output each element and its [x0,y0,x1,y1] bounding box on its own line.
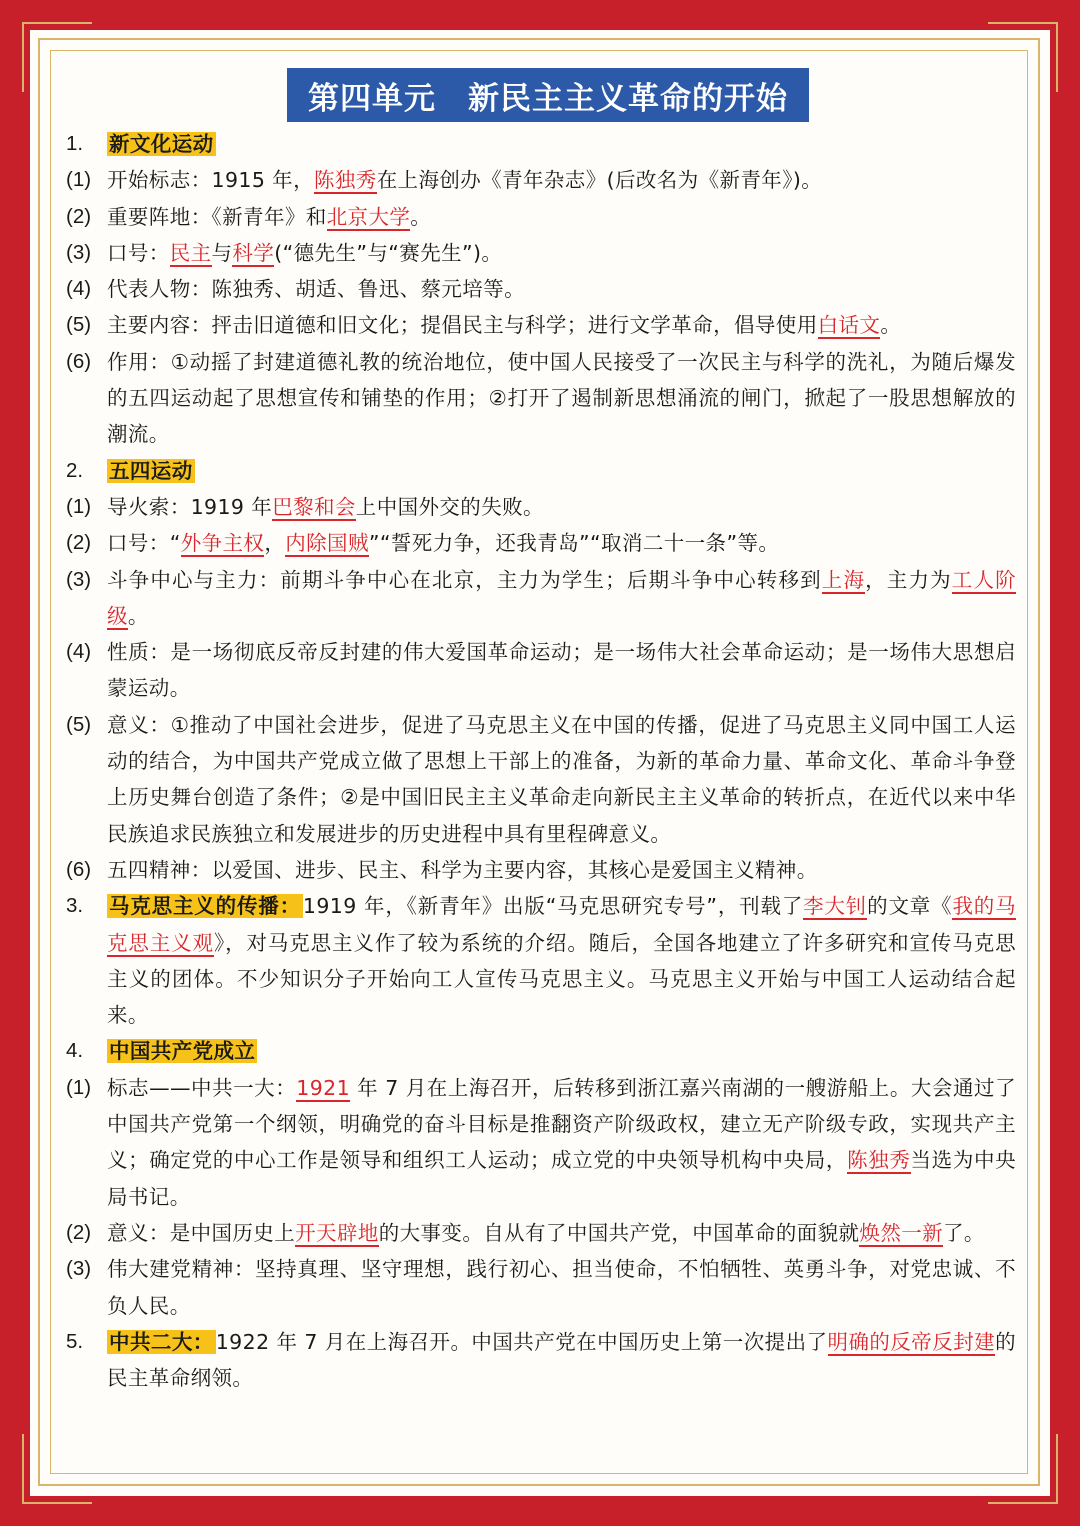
section-heading: 马克思主义的传播： [109,894,301,919]
item-number: (5) [66,712,92,736]
corner-ornament-top-left [22,22,92,92]
item-text [107,525,1016,561]
page-title: 第四单元 新民主主义革命的开始 [287,68,809,122]
item-number: (4) [66,640,92,664]
corner-ornament-bottom-right [988,1434,1058,1504]
section-heading: 中共二大： [109,1329,214,1354]
key-term: 外争主权 [180,531,265,556]
text-segment: 的大事变。自从有了中国共产党，中国革命的面貌就 [378,1220,860,1245]
key-term: 李大钊 [803,894,868,919]
item-text [107,1324,1016,1397]
text-segment: 口号： [107,240,170,265]
note-row [66,1215,1016,1251]
note-row [66,1324,1016,1397]
note-row [66,888,1016,1033]
item-number: 1. [66,132,84,155]
item-text [107,162,1016,198]
item-text [107,852,1016,888]
item-text [107,1070,1016,1215]
text-segment: ， [264,531,286,556]
item-text [107,707,1016,852]
key-term: 开天辟地 [295,1220,379,1245]
key-term: 白话文 [817,313,881,338]
text-segment: 斗争中心与主力：前期斗争中心在北京，主力为学生；后期斗争中心转移到 [107,567,822,592]
note-row [66,1070,1016,1215]
item-number: (2) [66,531,92,555]
text-segment: 主要内容：抨击旧道德和旧文化；提倡民主与科学；进行文学革命，倡导使用 [107,313,818,338]
key-term: 上海 [821,567,866,592]
text-segment: 伟大建党精神：坚持真理、坚守理想，践行初心、担当使命，不怕牺牲、英勇斗争，对党忠诚、不负人民。 [107,1257,1016,1318]
item-number: (3) [66,1257,92,1281]
text-segment: 的文章《 [867,894,953,919]
section-heading: 新文化运动 [109,132,214,156]
key-term: 明确的反帝反封建 [827,1329,996,1354]
note-row [66,307,1016,343]
corner-ornament-bottom-left [22,1434,92,1504]
item-text [107,307,1016,343]
note-row [66,199,1016,235]
note-row [66,271,1016,307]
text-segment: 了。 [943,1220,985,1245]
item-number: (5) [66,313,92,337]
text-segment: 1919 年，《新青年》出版“马克思研究专号”，刊载了 [302,894,804,919]
text-segment: 性质：是一场彻底反帝反封建的伟大爱国革命运动；是一场伟大社会革命运动；是一场伟大思想启蒙运动。 [107,640,1016,701]
text-segment: 重要阵地：《新青年》和 [107,204,327,229]
text-segment: 上中国外交的失败。 [355,494,544,519]
item-number: (1) [66,1075,92,1099]
note-row [66,235,1016,271]
item-number: (2) [66,204,92,228]
note-row [66,126,1016,162]
key-term: 民主 [169,240,212,265]
note-row [66,453,1016,489]
text-segment: 作用：①动摇了封建道德礼教的统治地位，使中国人民接受了一次民主与科学的洗礼，为随后爆发的五四运动起了思想宣传和铺垫的作用；②打开了遏制新思想涌流的闸门，掀起了一股思想解放的潮流。 [107,349,1016,447]
key-term: 科学 [232,240,275,265]
item-number: 2. [66,458,84,482]
key-term: 内除国贼 [285,531,369,556]
text-segment: 当选为中央局书记。 [107,1148,1017,1209]
key-term: 陈独秀 [314,168,377,193]
note-row [66,1033,1016,1069]
item-text [107,126,1016,162]
item-number: (6) [66,857,92,881]
item-text [107,199,1016,235]
item-number: (1) [66,168,92,192]
note-row [66,634,1016,707]
note-row [66,1251,1016,1324]
key-term: 1921 [296,1075,351,1100]
text-segment: 标志——中共一大： [107,1075,297,1100]
key-term: 北京大学 [326,204,411,229]
text-segment: 》，对马克思主义作了较为系统的介绍。随后，全国各地建立了许多研究和宣传马克思主义的团体。不少知识分子开始向工人宣传马克思主义。马克思主义开始与中国工人运动结合起来。 [107,930,1017,1028]
text-segment: 。 [410,204,432,229]
text-segment: ”“誓死力争，还我青岛”“取消二十一条”等。 [368,531,780,556]
text-segment: 口号：“ [107,531,181,556]
item-text [107,453,1016,489]
text-segment: 。 [127,603,149,628]
text-segment: 1922 年 7 月在上海召开。中国共产党在中国历史上第一次提出了 [215,1329,828,1354]
item-text [107,1033,1016,1069]
item-number: (3) [66,240,92,264]
item-number: (1) [66,494,92,518]
text-segment: (“德先生”与“赛先生”)。 [274,240,503,265]
item-text [107,888,1016,1033]
note-row [66,707,1016,852]
note-row [66,525,1016,561]
item-text [107,634,1016,707]
note-row [66,344,1016,453]
text-segment: 与 [211,240,233,265]
key-term: 焕然一新 [859,1220,944,1245]
text-segment: ，主力为 [865,567,952,592]
item-text [107,562,1016,635]
item-number: 3. [66,894,84,918]
section-heading: 中国共产党成立 [109,1039,256,1064]
text-segment: 。 [880,313,902,338]
corner-ornament-top-right [988,22,1058,92]
note-row [66,852,1016,888]
item-number: (2) [66,1220,92,1244]
key-term: 我的马克思主义观 [107,894,1016,955]
notes-body [66,126,1016,1396]
item-number: 5. [66,1329,84,1353]
note-row [66,489,1016,525]
section-heading: 五四运动 [109,458,193,483]
item-text [107,344,1016,453]
text-segment: 意义：是中国历史上 [107,1220,296,1245]
item-number: (6) [66,349,92,373]
key-term: 巴黎和会 [272,494,356,519]
text-segment: 导火索：1919 年 [107,494,273,519]
item-number: (3) [66,567,92,591]
text-segment: 的民主革命纲领。 [107,1329,1016,1391]
item-text [107,1215,1016,1251]
item-text [107,1251,1016,1324]
text-segment: 意义：①推动了中国社会进步，促进了马克思主义在中国的传播，促进了马克思主义同中国工人运动的结合，为中国共产党成立做了思想上干部上的准备，为新的革命力量、革命文化、革命斗争登上历史舞台创造了条件；②是中国旧民主主义革命走向新民主主义革命的转折点，在近代以来中华民族追求民族独立和发展进步的历史进程中具有里程碑意义。 [107,712,1016,846]
text-segment: 年 7 月在上海召开，后转移到浙江嘉兴南湖的一艘游船上。大会通过了中国共产党第一个纲领，明确党的奋斗目标是推翻资产阶级政权，建立无产阶级专政，实现共产主义；确定党的中心工作是领导和组织工人运动；成立党的中央领导机构中央局， [107,1075,1016,1173]
key-term: 陈独秀 [847,1148,911,1173]
text-segment: 代表人物：陈独秀、胡适、鲁迅、蔡元培等。 [107,277,525,302]
note-row [66,562,1016,635]
item-text [107,271,1016,307]
key-term: 工人阶级 [107,567,1017,628]
item-text [107,235,1016,271]
text-segment: 在上海创办《青年杂志》(后改名为《新青年》)。 [376,168,823,193]
item-number: 4. [66,1039,84,1063]
text-segment: 五四精神：以爱国、进步、民主、科学为主要内容，其核心是爱国主义精神。 [107,857,818,882]
text-segment: 开始标志：1915 年， [107,168,314,193]
item-number: (4) [66,277,92,301]
item-text [107,489,1016,525]
note-row [66,162,1016,198]
